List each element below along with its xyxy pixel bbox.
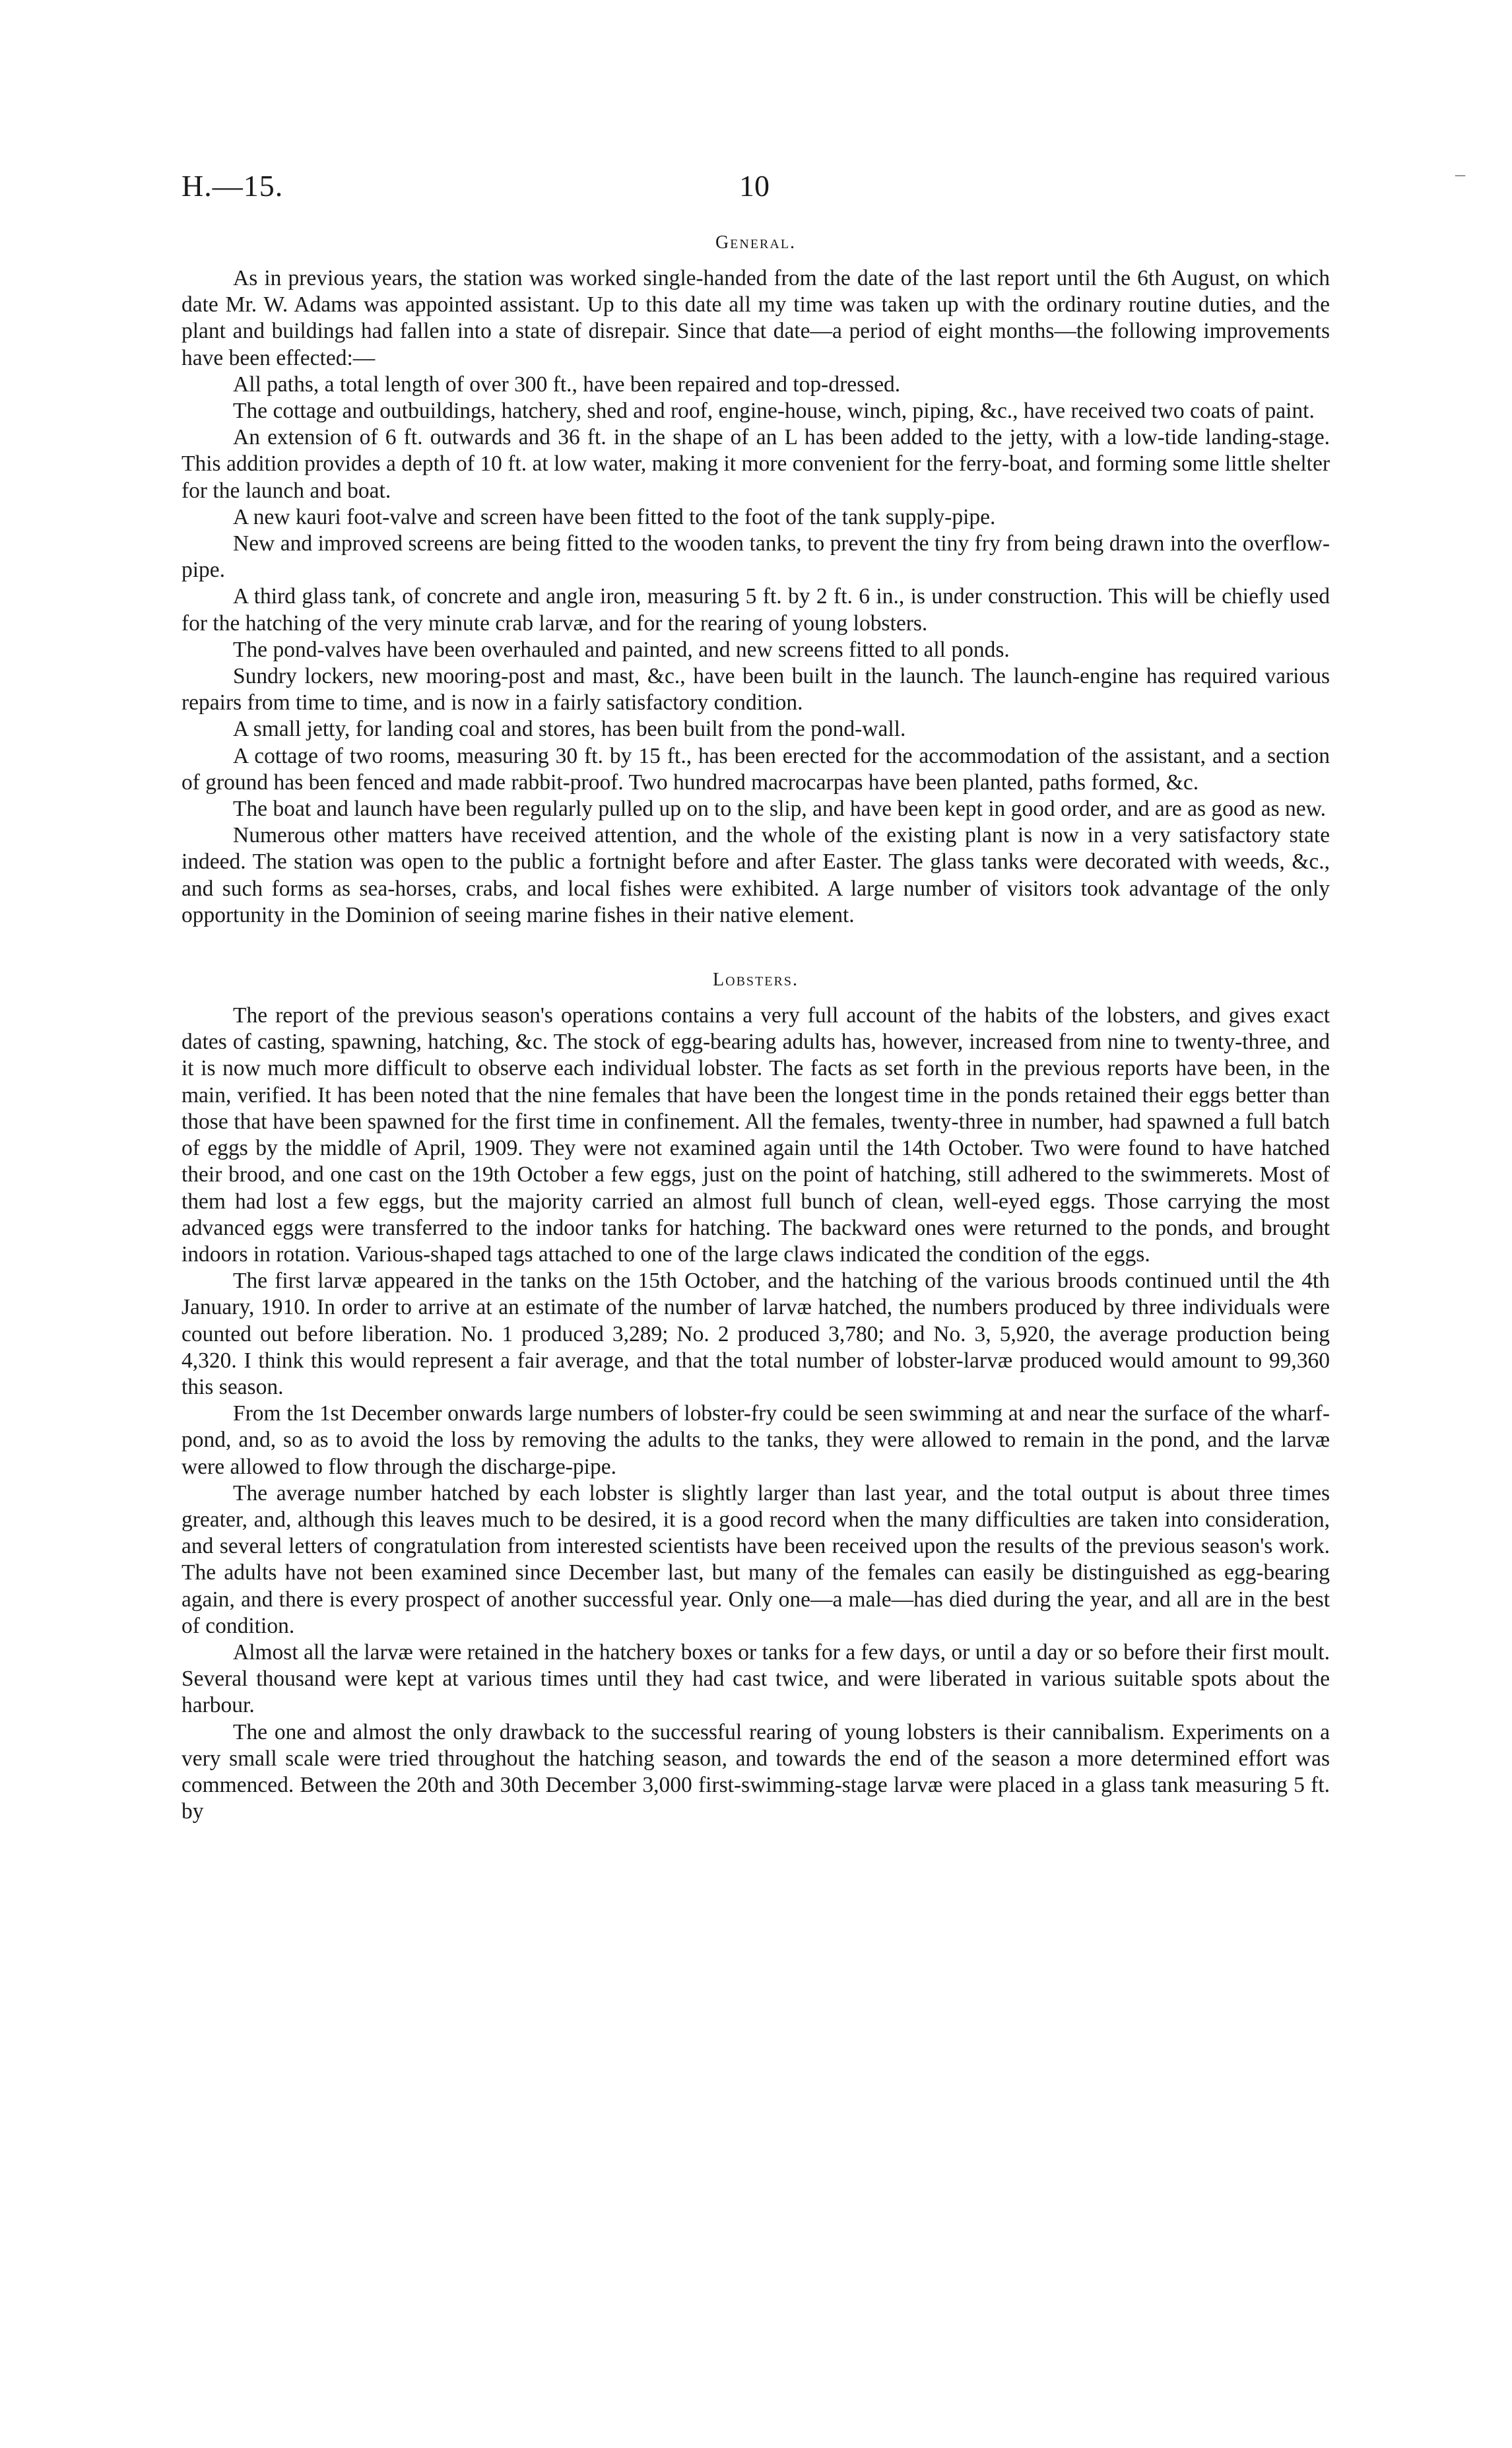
paragraph: The first larvæ appeared in the tanks on the 15th October, and the hatching of the various broods continued until the 4th January, 1910. In order to arrive at an estimate of the number of larvæ hatched, the numbers produced by three individuals were counted out before liberation. No. 1 produced 3,289; No. 2 produced 3,780; and No. 3, 5,920, the average production being 4,320. I think this would represent a fair average, and that the total number of lobster-larvæ produced would amount to 99,360 this season. (181, 1269, 1330, 1399)
paragraph: A cottage of two rooms, measuring 30 ft. by 15 ft., has been erected for the accommodation of the assistant, and a section of ground has been fenced and made rabbit-proof. Two hundred macrocarpas have been planted, paths formed, &c. (181, 743, 1330, 795)
paragraph: New and improved screens are being fitted to the wooden tanks, to prevent the tiny fry from being drawn into the overflow-pipe. (181, 531, 1330, 583)
page-header (181, 168, 1330, 215)
paragraph: A new kauri foot-valve and screen have been fitted to the foot of the tank supply-pipe. (233, 504, 996, 529)
paragraph: An extension of 6 ft. outwards and 36 ft. in the shape of an L has been added to the jetty, with a low-tide landing-stage. This addition provides a depth of 10 ft. at low water, making it more convenient for the ferry-boat, and forming some little shelter for the launch and boat. (181, 425, 1330, 503)
paragraph: A third glass tank, of concrete and angle iron, measuring 5 ft. by 2 ft. 6 in., is under construction. This will be chiefly used for the hatching of the very minute crab larvæ, and for the rearing of young lobsters. (181, 584, 1330, 636)
section-lobsters (181, 970, 1330, 1825)
paragraph: As in previous years, the station was worked single-handed from the date of the last report until the 6th August, on which date Mr. W. Adams was appointed assistant. Up to this date all my time was taken up with the ordinary routine duties, and the plant and buildings had fallen into a state of disrepair. Since that date—a period of eight months—the following improvements have been effected:— (181, 266, 1330, 370)
paragraph: A small jetty, for landing coal and stores, has been built from the pond-wall. (233, 717, 906, 742)
paragraph: The report of the previous season's operations contains a very full account of the habits of the lobsters, and gives exact dates of casting, spawning, hatching, &c. The stock of egg-bearing adults has, however, increased from nine to twenty-three, and it is now much more difficult to observe each individual lobster. The facts as set forth in the previous reports have been, in the main, verified. It has been noted that the nine females that have been the longest time in the ponds retained their eggs better than those that have been spawned for the first time in confinement. All the females, twenty-three in number, had spawned a full batch of eggs by the middle of April, 1909. They were not examined again until the 14th October. Two were found to have hatched their brood, and one cast on the 19th October a few eggs, just on the point of hatching, still adhered to the swimmerets. Most of them had lost a few eggs, but the majority carried an almost full bunch of clean, well-eyed eggs. Those carrying the most advanced eggs were transferred to the indoor tanks for hatching. The backward ones were returned to the ponds, and brought indoors in rotation. Various-shaped tags attached to one of the large claws indicated the condition of the eggs. (181, 1003, 1330, 1267)
paragraph: The average number hatched by each lobster is slightly larger than last year, and the total output is about three times greater, and, although this leaves much to be desired, it is a good record when the many difficulties are taken into consideration, and several letters of congratulation from interested scientists have been received upon the results of the previous season's work. The adults have not been examined since December last, but many of the females can easily be distinguished as egg-bearing again, and there is every prospect of another successful year. Only one—a male—has died during the year, and all are in the best of condition. (181, 1480, 1330, 1638)
report-reference: H.—15. (181, 169, 284, 203)
paragraph: Almost all the larvæ were retained in the hatchery boxes or tanks for a few days, or until a day or so before their first moult. Several thousand were kept at various times until they had cast twice, and were liberated in various suitable spots about the harbour. (181, 1639, 1330, 1718)
paragraph: Numerous other matters have received attention, and the whole of the existing plant is now in a very satisfactory state indeed. The station was open to the public a fortnight before and after Easter. The glass tanks were decorated with weeds, &c., and such forms as sea-horses, crabs, and local fishes were exhibited. A large number of visitors took advantage of the only opportunity in the Dominion of seeing marine fishes in their native element. (181, 823, 1330, 927)
scan-speck: ¯ (1455, 173, 1465, 195)
paragraph: From the 1st December onwards large numbers of lobster-fry could be seen swimming at and near the surface of the wharf-pond, and, so as to avoid the loss by removing the adults to the tanks, they were allowed to remain in the pond, and the larvæ were allowed to flow through the discharge-pipe. (181, 1401, 1330, 1479)
paragraph: All paths, a total length of over 300 ft., have been repaired and top-dressed. (233, 372, 901, 397)
page-number: 10 (739, 169, 770, 203)
page-body (181, 232, 1330, 1866)
section-general (181, 232, 1330, 929)
section-heading: Lobsters. (713, 970, 799, 991)
paragraph: Sundry lockers, new mooring-post and mast, &c., have been built in the launch. The launch-engine has required various repairs from time to time, and is now in a fairly satisfactory condition. (181, 664, 1330, 715)
paragraph: The cottage and outbuildings, hatchery, shed and roof, engine-house, winch, piping, &c., have received two coats of paint. (233, 399, 1315, 424)
paragraph: The pond-valves have been overhauled and painted, and new screens fitted to all ponds. (233, 637, 1010, 662)
section-heading: General. (715, 232, 797, 253)
paragraph: The one and almost the only drawback to the successful rearing of young lobsters is their cannibalism. Experiments on a very small scale were tried throughout the hatching season, and towards the end of the season a more determined effort was commenced. Between the 20th and 30th December 3,000 first-swimming-stage larvæ were placed in a glass tank measuring 5 ft. by (181, 1719, 1330, 1824)
paragraph: The boat and launch have been regularly pulled up on to the slip, and have been kept in good order, and are as good as new. (233, 797, 1327, 822)
